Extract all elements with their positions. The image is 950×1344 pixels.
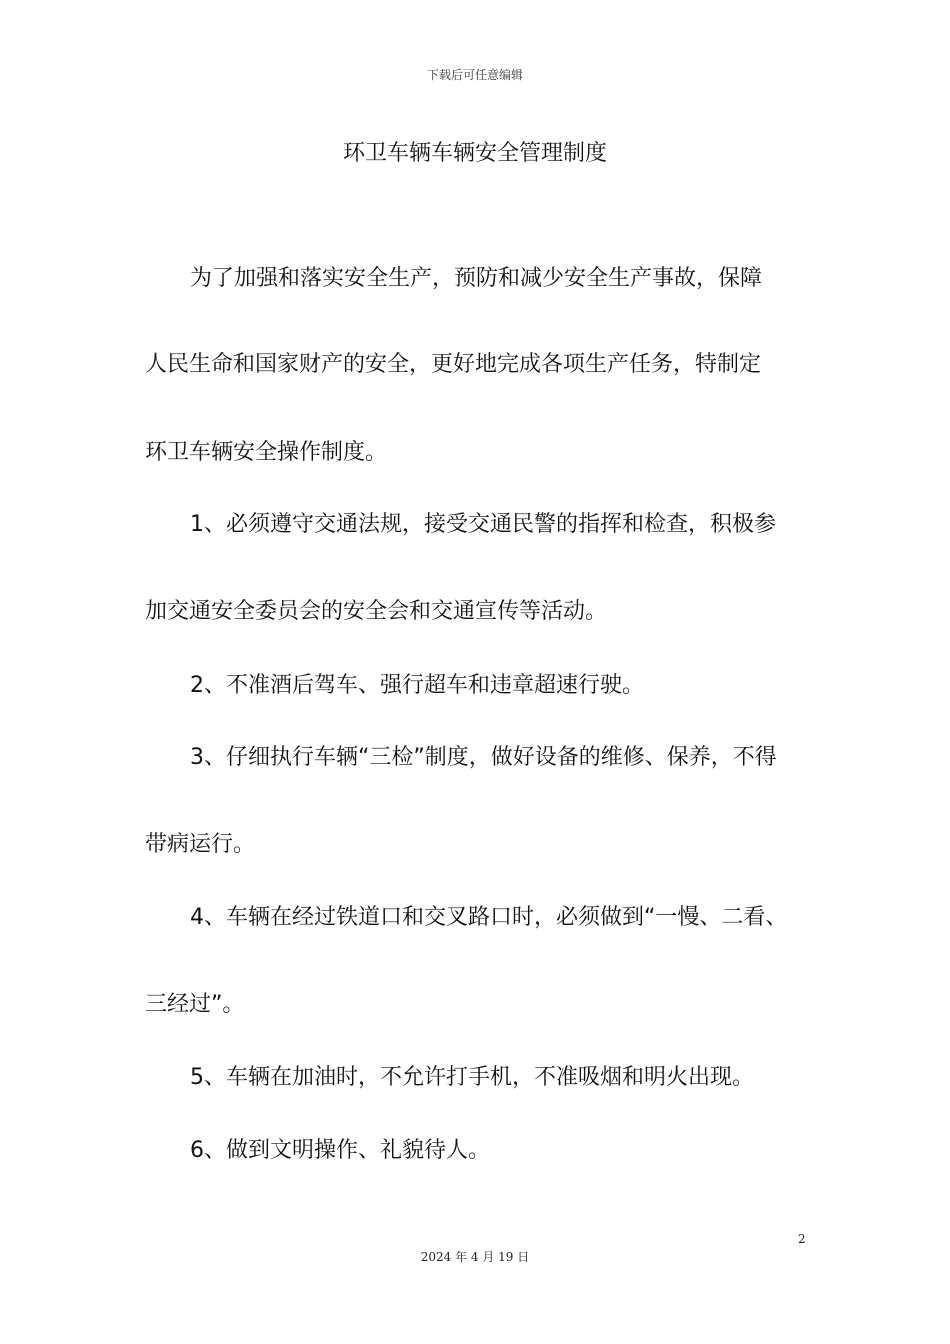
header-note: 下载后可任意编辑 [426, 68, 523, 82]
document-title: 环卫车辆车辆安全管理制度 [342, 141, 607, 166]
footer-date: 2024 年 4 月 19 日 [420, 1250, 530, 1264]
paragraph-line: 三经过”。 [145, 992, 245, 1017]
paragraph-line: 2、不准酒后驾车、强行超车和违章超速行驶。 [190, 673, 644, 698]
paragraph-line: 5、车辆在加油时，不允许打手机，不准吸烟和明火出现。 [190, 1065, 754, 1090]
paragraph-line: 环卫车辆安全操作制度。 [145, 440, 388, 465]
paragraph-line: 带病运行。 [145, 832, 256, 857]
paragraph-line: 3、仔细执行车辆“三检”制度，做好设备的维修、保养，不得 [190, 745, 777, 770]
paragraph-line: 加交通安全委员会的安全会和交通宣传等活动。 [145, 599, 608, 624]
page-number: 2 [798, 1232, 806, 1246]
paragraph-line: 6、做到文明操作、礼貌待人。 [190, 1138, 490, 1163]
paragraph-line: 为了加强和落实安全生产，预防和减少安全生产事故，保障 [190, 266, 763, 291]
paragraph-line: 1、必须遵守交通法规，接受交通民警的指挥和检查，积极参 [190, 512, 776, 537]
paragraph-line: 人民生命和国家财产的安全，更好地完成各项生产任务，特制定 [145, 352, 762, 377]
paragraph-line: 4、车辆在经过铁道口和交叉路口时，必须做到“一慢、二看、 [190, 905, 788, 930]
